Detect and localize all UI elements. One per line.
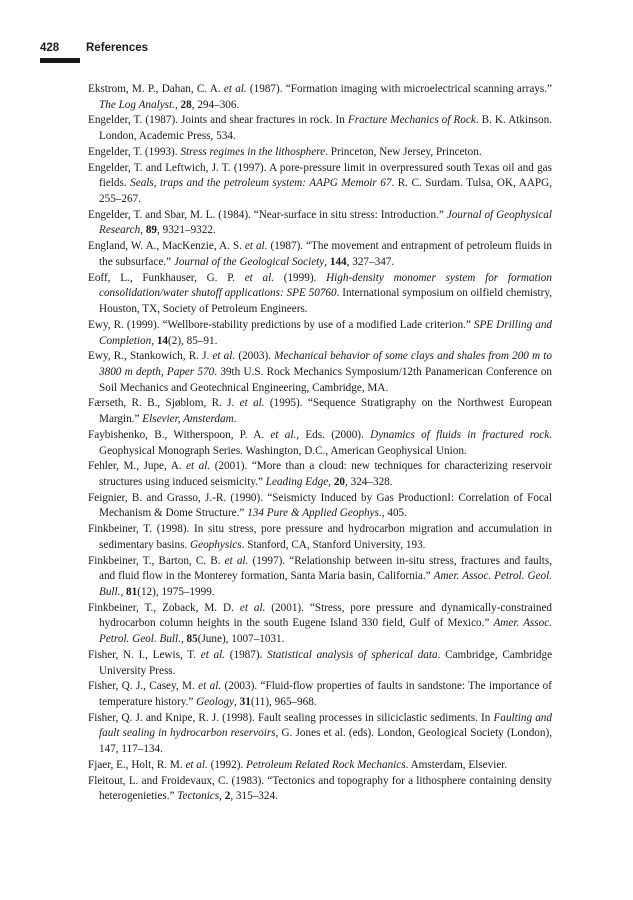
reference-volume: 28: [180, 98, 192, 111]
reference-title: “The movement and entrapment of petroleum fluids in the subsurface.”: [99, 240, 553, 268]
reference-pages: B. K. Atkinson. London, Academic Press, 534.: [99, 114, 553, 143]
reference-authors: Feignier, B. and Grasso, J.-R.: [88, 491, 227, 504]
reference-entry: [88, 491, 552, 522]
reference-journal: Seals, traps and the petroleum system: AAPG Memoir 67: [130, 177, 392, 190]
reference-entry: [88, 271, 552, 318]
reference-pages: , 294–306.: [191, 98, 240, 111]
reference-list: [88, 82, 552, 805]
reference-journal: Fracture Mechanics of Rock: [347, 114, 476, 127]
reference-authors: Eoff, L., Funkhauser, G. P.: [88, 271, 235, 284]
reference-pages: 405.: [387, 507, 407, 520]
reference-pages: R. C. Surdam. Tulsa, OK, AAPG, 255–267.: [99, 177, 553, 206]
reference-pages: International symposium on oilfield chemistry, Houston, TX, Society of Petroleum Engineers.: [99, 287, 553, 316]
reference-authors: Fleitout, L. and Froidevaux, C.: [88, 774, 229, 787]
reference-et-al: et al.: [234, 271, 274, 284]
reference-authors: Fisher, N. I., Lewis, T.: [88, 648, 197, 661]
reference-separator: .: [214, 365, 221, 378]
reference-journal: High-density monomer system for formation consolidation/water shutoff applications: SPE 50760: [99, 271, 552, 300]
reference-separator: .: [325, 145, 331, 158]
reference-journal: Faulting and fault sealing in hydrocarbon reservoirs: [99, 711, 552, 740]
reference-journal: Amer. Assoc. Petrol. Geol. Bull.: [99, 570, 553, 598]
reference-year: (1984).: [215, 208, 254, 221]
reference-authors: Fisher, Q. J. and Knipe, R. J.: [88, 711, 219, 724]
reference-year: (1983).: [228, 774, 268, 787]
reference-journal: Geophysics: [190, 538, 242, 551]
reference-volume: 14: [156, 334, 168, 347]
reference-journal: Geology: [196, 696, 235, 709]
reference-title: “Fluid-flow properties of faults in sandstone: The importance of temperature history.”: [99, 680, 552, 709]
reference-year: (1987).: [246, 83, 286, 95]
reference-pages: G. Jones et al. (eds). London, Geological Society (London), 147, 117–134.: [99, 727, 552, 756]
reference-entry: [88, 145, 552, 161]
reference-pages: Stanford, CA, Stanford University, 193.: [247, 538, 426, 551]
reference-title: “Near-surface in situ stress: Introduction.”: [253, 208, 447, 221]
reference-authors: Finkbeiner, T., Zoback, M. D.: [88, 601, 234, 614]
reference-authors: Ewy, R.: [88, 318, 124, 331]
reference-year: (1999).: [123, 318, 163, 331]
reference-volume: 20: [333, 475, 345, 488]
reference-title: Joints and shear fractures in rock. In: [181, 114, 348, 127]
reference-year: (2001).: [210, 460, 252, 473]
reference-title: “Sequence Stratigraphy on the Northwest European Margin.”: [99, 397, 553, 426]
reference-et-al: et al.: [233, 601, 266, 614]
reference-et-al: et al.: [196, 648, 226, 661]
reference-entry: [88, 758, 552, 774]
reference-volume: 89: [145, 224, 157, 237]
reference-entry: [88, 459, 552, 490]
reference-journal: Elsevier, Amsterdam: [142, 413, 234, 426]
reference-year: (1997).: [230, 161, 270, 174]
reference-entry: [88, 82, 552, 113]
reference-authors: Engelder, T. and Sbar, M. L.: [88, 208, 216, 221]
reference-year: (1998).: [152, 523, 194, 536]
reference-et-al: et al.: [181, 460, 211, 473]
reference-entry: [88, 711, 552, 758]
reference-journal: Journal of Geophysical Research: [99, 208, 553, 237]
reference-pages: , 315–324.: [230, 790, 278, 803]
reference-volume: 144: [329, 255, 347, 268]
reference-pages: (June), 1007–1031.: [197, 633, 285, 646]
reference-year: (2003).: [221, 680, 261, 693]
reference-title: A pore-pressure limit in overpressured south Texas oil and gas fields.: [99, 161, 552, 190]
reference-year: (1987).: [142, 114, 182, 127]
reference-pages: , 324–328.: [345, 475, 393, 488]
reference-separator: .: [391, 177, 398, 190]
reference-et-al: et al.: [241, 240, 268, 253]
reference-title: “Seismicty Induced by Gas ProductionI: Correlation of Focal Mechanism & Dome Structure.”: [99, 491, 552, 520]
reference-pages: (12), 1975–1999.: [137, 586, 215, 598]
reference-separator: .: [336, 287, 343, 300]
page-header: [40, 42, 600, 72]
reference-authors: England, W. A., MacKenzie, A. S.: [88, 240, 242, 253]
reference-entry: [88, 601, 552, 648]
reference-authors: Ekstrom, M. P., Dahan, C. A.: [88, 83, 221, 95]
reference-separator: ,: [381, 507, 388, 520]
reference-authors: Ewy, R., Stankowich, R. J.: [88, 350, 210, 363]
reference-separator: ,: [140, 224, 146, 237]
reference-journal: Journal of the Geological Society: [173, 255, 325, 268]
reference-journal: 134 Pure & Applied Geophys.: [247, 507, 382, 520]
reference-separator: ,: [324, 255, 330, 268]
reference-pages: (2), 85–91.: [168, 334, 218, 347]
reference-entry: [88, 554, 552, 601]
reference-separator: ,: [328, 475, 334, 488]
reference-separator: ,: [174, 98, 181, 111]
page-number: 428: [40, 42, 60, 54]
reference-entry: [88, 522, 552, 553]
reference-separator: .: [405, 758, 411, 771]
reference-year: (2003).: [235, 350, 275, 363]
reference-pages: Princeton, New Jersey, Princeton.: [330, 145, 482, 158]
reference-year: (2001).: [265, 601, 310, 614]
reference-et-al: et al.: [264, 428, 297, 441]
reference-authors: Færseth, R. B., Sjøblom, R. J.: [88, 397, 235, 410]
reference-authors: Fjaer, E., Holt, R. M.: [88, 758, 183, 771]
reference-pages: Amsterdam, Elsevier.: [410, 758, 508, 771]
reference-title: In situ stress, pore pressure and hydrocarbon migration and accumulation in sedimentary basins.: [99, 523, 553, 551]
reference-pages: Geophysical Monograph Series. Washington, D.C., American Geophysical Union.: [99, 444, 467, 457]
reference-title: Fault sealing processes in siliciclastic sediments. In: [257, 711, 494, 724]
reference-year: (1992).: [207, 758, 247, 771]
reference-separator: .: [475, 114, 482, 127]
section-title: References: [86, 42, 149, 54]
reference-et-al: et al.: [182, 758, 208, 771]
reference-volume: 31: [239, 696, 251, 709]
reference-journal: Tectonics: [177, 790, 220, 803]
reference-year: (1987).: [267, 240, 307, 253]
reference-separator: ,: [234, 696, 240, 709]
reference-year: (1997).: [248, 554, 290, 567]
reference-separator: .: [241, 538, 248, 551]
reference-entry: [88, 774, 552, 805]
reference-title: “Tectonics and topography for a lithosphere containing density heterogenieties.”: [99, 774, 553, 803]
reference-journal: SPE Drilling and Completion: [99, 318, 553, 347]
reference-authors: Fisher, Q. J., Casey, M.: [88, 680, 195, 693]
reference-journal: Mechanical behavior of some clays and shales from 200 m to 3800 m depth, Paper 570: [99, 350, 552, 378]
reference-journal: The Log Analyst.: [99, 98, 175, 111]
reference-journal: Amer. Assoc. Petrol. Geol. Bull.: [99, 617, 552, 646]
reference-volume: 85: [186, 633, 198, 646]
reference-et-al: et al.: [220, 83, 247, 95]
reference-title: “Formation imaging with microelectrical scanning arrays.”: [285, 83, 552, 95]
reference-entry: [88, 428, 552, 459]
header-rule: [40, 58, 80, 63]
reference-journal: Leading Edge: [265, 475, 329, 488]
reference-authors: Fehler, M., Jupe, A.: [88, 460, 182, 473]
reference-title: “Relationship between in-situ stress, fractures and faults, and fluid flow in the Monterey formation, Santa Maria basin, California.”: [99, 554, 552, 583]
reference-pages: (11), 965–968.: [250, 696, 317, 709]
reference-et-al: et al.: [234, 397, 265, 410]
reference-authors: Finkbeiner, T.: [88, 523, 153, 536]
reference-journal: Petroleum Related Rock Mechanics: [246, 758, 406, 771]
reference-volume: 81: [126, 586, 138, 598]
reference-authors: Engelder, T.: [88, 145, 143, 158]
reference-separator: .: [437, 648, 446, 661]
reference-entry: [88, 648, 552, 679]
reference-year: (1987).: [225, 648, 268, 661]
reference-journal: Stress regimes in the lithosphere: [180, 145, 326, 158]
reference-pages: , 9321–9322.: [157, 224, 216, 237]
reference-year: , Eds. (2000).: [296, 428, 371, 441]
reference-title: “Stress, pore pressure and dynamically-constrained hydrocarbon column heights in the south Eugene Island 330 field, Gulf of Mexico.”: [99, 601, 553, 630]
reference-entry: [88, 396, 552, 427]
reference-authors: Faybishenko, B., Witherspoon, P. A.: [88, 428, 265, 441]
reference-entry: [88, 679, 552, 710]
reference-entry: [88, 208, 552, 239]
reference-et-al: et al.: [194, 680, 222, 693]
reference-authors: Engelder, T. and Leftwich, J. T.: [88, 161, 231, 174]
reference-separator: ,: [151, 334, 157, 347]
reference-pages: 39th U.S. Rock Mechanics Symposium/12th Panamerican Conference on Soil Mechanics and Geotechnical Engineering, Cambridge, MA.: [99, 365, 553, 394]
reference-entry: [88, 113, 552, 144]
reference-pages: Cambridge, Cambridge University Press.: [99, 648, 553, 677]
reference-separator: .: [549, 428, 552, 441]
reference-year: (1999).: [274, 271, 327, 284]
reference-separator: ,: [275, 727, 282, 740]
reference-entry: [88, 318, 552, 349]
reference-et-al: et al.: [209, 350, 236, 363]
reference-authors: Engelder, T.: [88, 114, 143, 127]
reference-volume: 2: [224, 790, 231, 803]
reference-entry: [88, 349, 552, 396]
reference-entry: [88, 161, 552, 208]
reference-year: (1998).: [219, 711, 258, 724]
reference-separator: .: [233, 413, 237, 426]
reference-et-al: et al.: [220, 554, 249, 567]
reference-entry: [88, 239, 552, 270]
reference-year: (1990).: [226, 491, 268, 504]
reference-separator: ,: [180, 633, 187, 646]
reference-year: (1993).: [142, 145, 181, 158]
reference-title: “More than a cloud: new techniques for characterizing reservoir structures using induced seismicity.”: [99, 460, 552, 488]
reference-journal: Statistical analysis of spherical data: [267, 648, 438, 661]
reference-separator: ,: [120, 586, 127, 598]
reference-pages: , 327–347.: [346, 255, 395, 268]
reference-authors: Finkbeiner, T., Barton, C. B.: [88, 554, 221, 567]
reference-separator: ,: [219, 790, 225, 803]
reference-journal: Dynamics of fluids in fractured rock: [370, 428, 550, 441]
reference-year: (1995).: [264, 397, 308, 410]
reference-title: “Wellbore-stability predictions by use of a modified Lade criterion.”: [162, 318, 474, 331]
